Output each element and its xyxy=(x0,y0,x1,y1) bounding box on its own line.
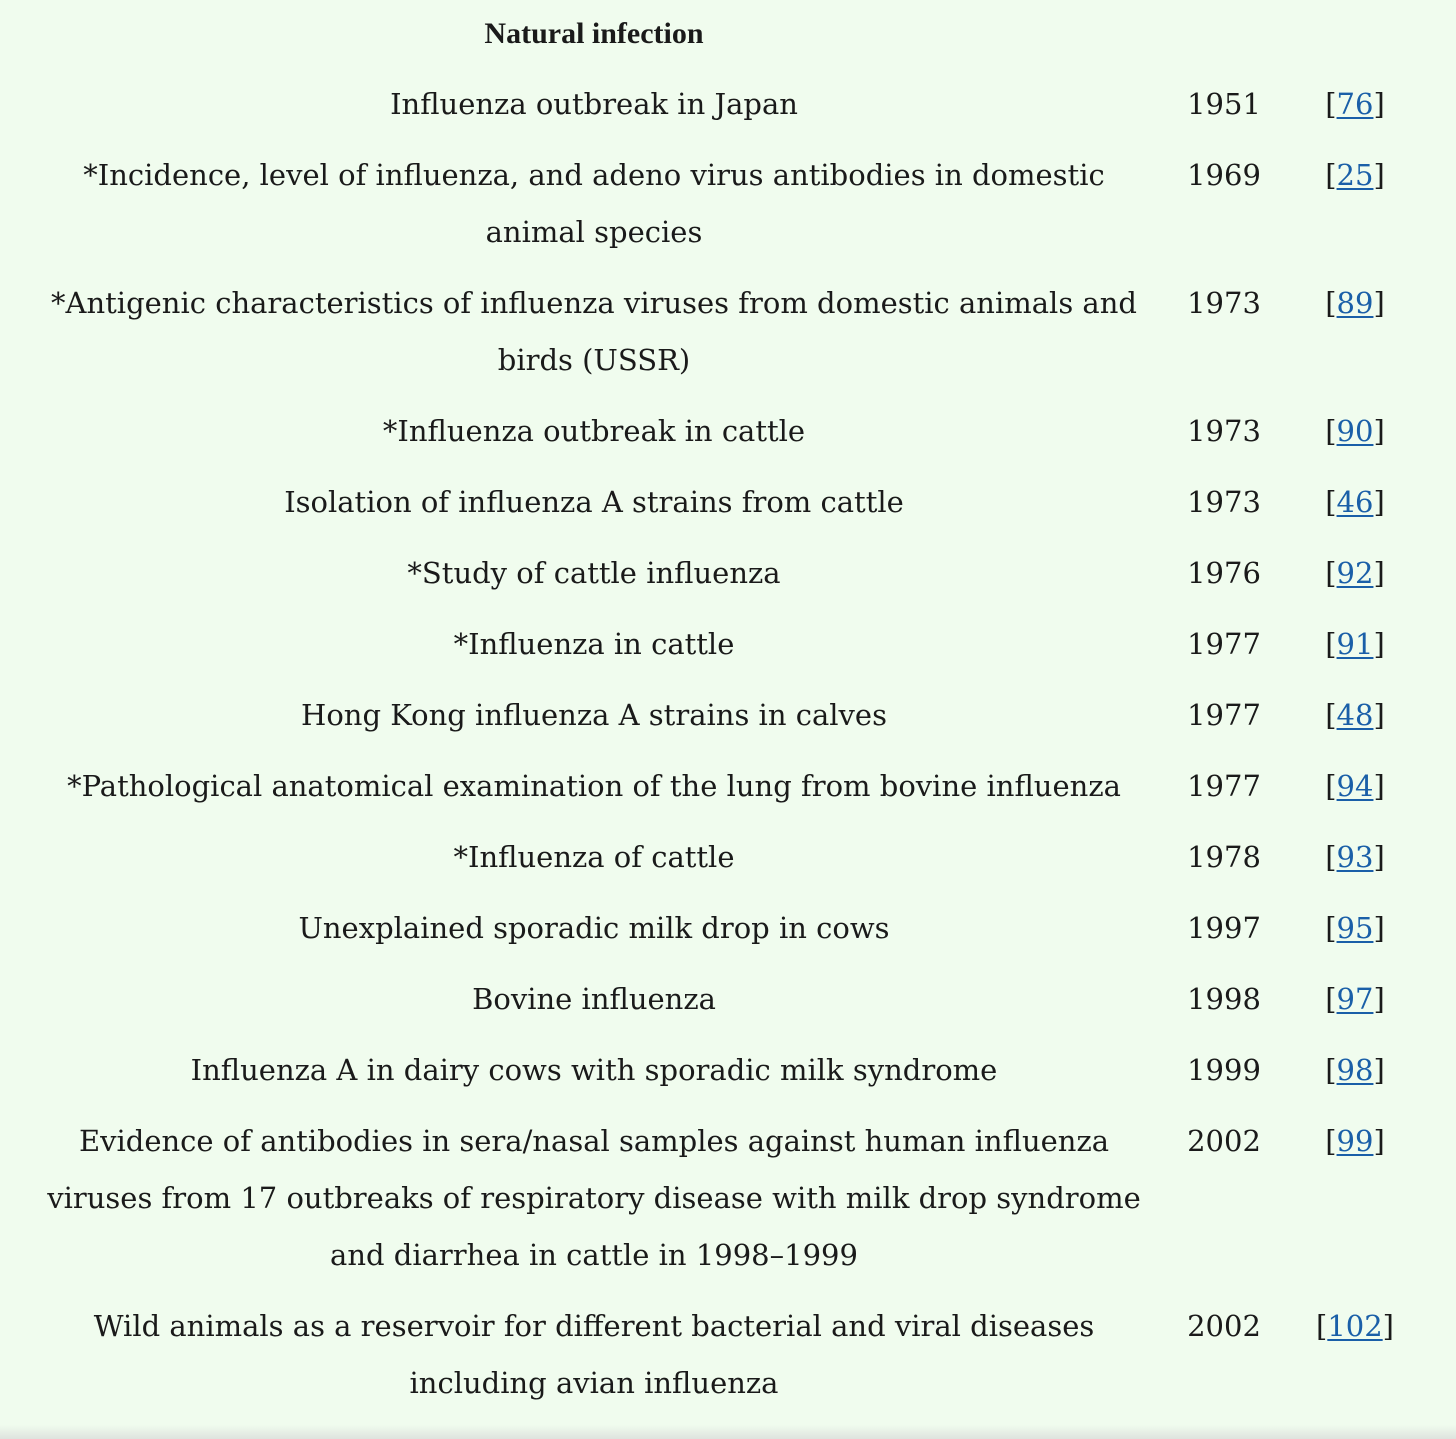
row-description: Hong Kong influenza A strains in calves xyxy=(301,698,887,732)
row-year: 1977 xyxy=(1187,627,1261,661)
reference-link[interactable]: 97 xyxy=(1336,982,1374,1016)
row-year: 1973 xyxy=(1187,485,1261,519)
reference-link[interactable]: 93 xyxy=(1336,840,1374,874)
row-year: 1973 xyxy=(1187,414,1261,448)
row-description: *Influenza outbreak in cattle xyxy=(382,414,806,448)
table-row xyxy=(0,474,1456,545)
table-row xyxy=(0,758,1456,829)
row-description: Wild animals as a reservoir for different bacterial and viral diseases including avian influenza xyxy=(93,1309,1095,1400)
row-reference: [90] xyxy=(1325,414,1385,448)
row-reference: [93] xyxy=(1325,840,1385,874)
row-description: Influenza outbreak in Japan xyxy=(390,87,798,121)
row-year: 1973 xyxy=(1187,286,1261,320)
row-description: Isolation of influenza A strains from cattle xyxy=(284,485,904,519)
row-year: 1998 xyxy=(1187,982,1261,1016)
table-row xyxy=(0,1113,1456,1298)
row-reference: [91] xyxy=(1325,627,1385,661)
reference-link[interactable]: 99 xyxy=(1336,1124,1374,1158)
table-row xyxy=(0,616,1456,687)
row-reference: [76] xyxy=(1325,87,1385,121)
row-year: 1999 xyxy=(1187,1053,1261,1087)
reference-link[interactable]: 95 xyxy=(1336,911,1374,945)
row-year: 1997 xyxy=(1187,911,1261,945)
row-year: 1978 xyxy=(1187,840,1261,874)
row-year: 1977 xyxy=(1187,698,1261,732)
table-row xyxy=(0,900,1456,971)
reference-link[interactable]: 25 xyxy=(1336,158,1374,192)
row-reference: [25] xyxy=(1325,158,1385,192)
row-description: *Study of cattle influenza xyxy=(407,556,781,590)
row-reference: [48] xyxy=(1325,698,1385,732)
table-row xyxy=(0,971,1456,1042)
row-reference: [92] xyxy=(1325,556,1385,590)
row-description: *Incidence, level of influenza, and adeno virus antibodies in domestic animal species xyxy=(83,158,1105,249)
section-header: Natural infection xyxy=(484,17,704,50)
table-row xyxy=(0,545,1456,616)
reference-link[interactable]: 76 xyxy=(1336,87,1374,121)
reference-link[interactable]: 89 xyxy=(1336,286,1374,320)
row-reference: [102] xyxy=(1315,1309,1394,1343)
table-row xyxy=(0,147,1456,275)
table-body xyxy=(0,76,1456,1426)
row-description: *Influenza in cattle xyxy=(453,627,735,661)
row-year: 1977 xyxy=(1187,769,1261,803)
table-row xyxy=(0,687,1456,758)
row-description: Evidence of antibodies in sera/nasal samples against human influenza viruses from 17 outbreaks of respiratory disease with milk drop syndrome and diarrhea in cattle in 1998–1999 xyxy=(47,1124,1141,1272)
bottom-shadow xyxy=(0,1425,1456,1439)
table-row xyxy=(0,76,1456,147)
row-reference: [99] xyxy=(1325,1124,1385,1158)
row-reference: [95] xyxy=(1325,911,1385,945)
row-year: 2002 xyxy=(1187,1309,1261,1343)
reference-link[interactable]: 98 xyxy=(1336,1053,1374,1087)
row-reference: [97] xyxy=(1325,982,1385,1016)
row-description: *Pathological anatomical examination of the lung from bovine influenza xyxy=(67,769,1121,803)
row-description: Influenza A in dairy cows with sporadic milk syndrome xyxy=(190,1053,998,1087)
reference-link[interactable]: 92 xyxy=(1336,556,1374,590)
row-description: Bovine influenza xyxy=(472,982,716,1016)
reference-link[interactable]: 48 xyxy=(1336,698,1374,732)
table-row xyxy=(0,829,1456,900)
row-reference: [89] xyxy=(1325,286,1385,320)
table-row xyxy=(0,275,1456,403)
table-row xyxy=(0,1042,1456,1113)
table-row xyxy=(0,1298,1456,1426)
reference-link[interactable]: 90 xyxy=(1336,414,1374,448)
row-year: 1951 xyxy=(1187,87,1261,121)
row-description: Unexplained sporadic milk drop in cows xyxy=(298,911,890,945)
table-row xyxy=(0,403,1456,474)
row-description: *Influenza of cattle xyxy=(453,840,735,874)
reference-link[interactable]: 91 xyxy=(1336,627,1374,661)
row-reference: [94] xyxy=(1325,769,1385,803)
row-reference: [98] xyxy=(1325,1053,1385,1087)
reference-link[interactable]: 46 xyxy=(1336,485,1374,519)
row-year: 1969 xyxy=(1187,158,1261,192)
row-year: 1976 xyxy=(1187,556,1261,590)
reference-link[interactable]: 102 xyxy=(1327,1309,1383,1343)
reference-link[interactable]: 94 xyxy=(1336,769,1374,803)
row-description: *Antigenic characteristics of influenza viruses from domestic animals and birds (USSR) xyxy=(51,286,1137,377)
row-reference: [46] xyxy=(1325,485,1385,519)
row-year: 2002 xyxy=(1187,1124,1261,1158)
